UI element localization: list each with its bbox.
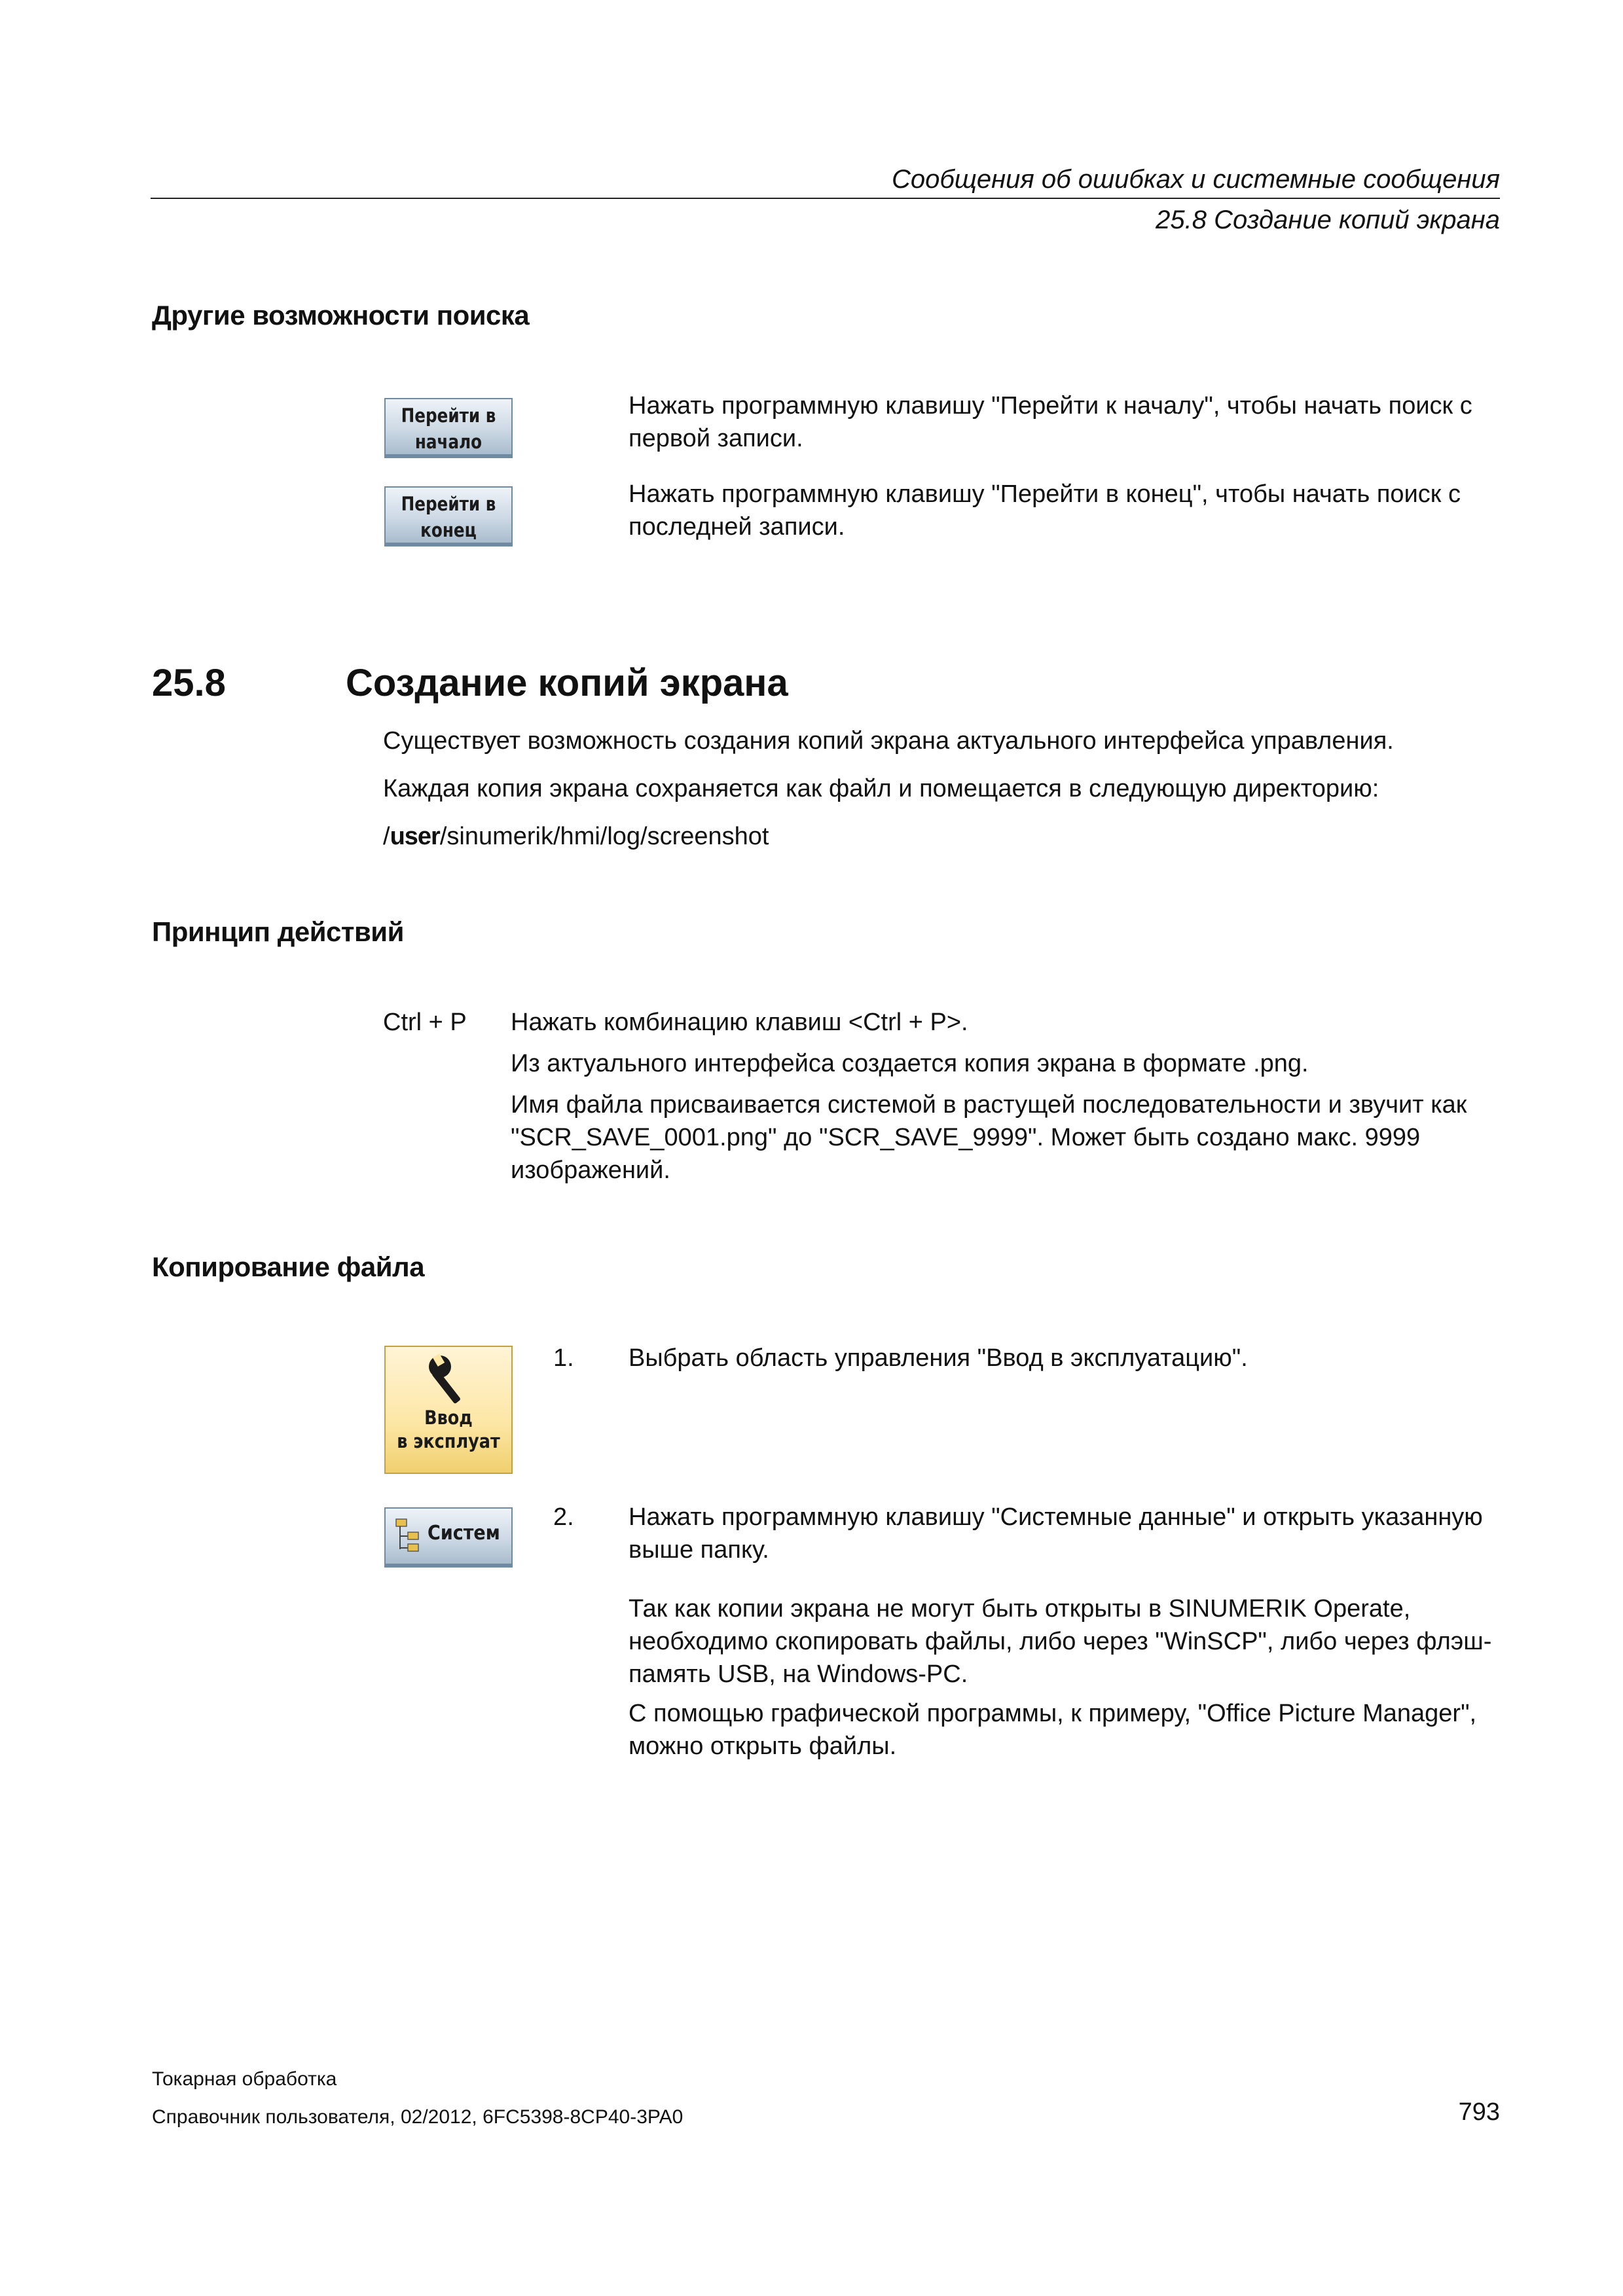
running-header-chapter: Сообщения об ошибках и системные сообщения [891, 165, 1500, 194]
softkey-go-to-start-label-2: начало [414, 431, 483, 453]
softkey-go-to-end[interactable] [384, 486, 513, 547]
folder-tree-icon [395, 1518, 421, 1554]
wrench-icon [426, 1354, 471, 1406]
path-prefix: / [383, 823, 390, 850]
page-number: 793 [1458, 2098, 1500, 2126]
path-user: user [390, 823, 440, 850]
softkey-commissioning-label-2: в эксплуат [397, 1430, 500, 1452]
step-2-text: Нажать программную клавишу "Системные данные" и открыть указанную выше папку. [629, 1503, 1483, 1564]
key-combo-label: Ctrl + P [383, 1009, 467, 1036]
softkey-go-to-start-label-1: Перейти в [401, 404, 496, 427]
softkey-system-data[interactable] [384, 1507, 513, 1568]
running-header-section: 25.8 Создание копий экрана [1156, 206, 1500, 234]
softkey-go-to-end-label-2: конец [420, 519, 477, 541]
section-title: Создание копий экрана [346, 662, 788, 704]
directory-path [383, 820, 769, 853]
footer-manual-info: Справочник пользователя, 02/2012, 6FC5398-8CP40-3PA0 [152, 2106, 684, 2128]
step-2-number: 2. [553, 1503, 574, 1531]
heading-principle: Принцип действий [152, 916, 404, 947]
header-rule [151, 198, 1500, 199]
step-1-text: Выбрать область управления "Ввод в эксплуатацию". [629, 1344, 1248, 1372]
path-rest: /sinumerik/hmi/log/screenshot [439, 823, 769, 850]
heading-search-options: Другие возможности поиска [152, 300, 530, 331]
softkey-go-to-end-label-1: Перейти в [401, 493, 496, 515]
text-go-to-end: Нажать программную клавишу "Перейти в конец", чтобы начать поиск с последней записи. [629, 480, 1461, 541]
step-1-number: 1. [553, 1344, 574, 1372]
footer-product: Токарная обработка [152, 2068, 337, 2090]
principle-line-3: Имя файла присваивается системой в растущей последовательности и звучит как "SCR_SAVE_0001.png" до "SCR_SAVE_9999". Может быть создано макс. 9999 изображений. [511, 1091, 1467, 1184]
softkey-commissioning[interactable] [384, 1346, 513, 1474]
principle-line-1: Нажать комбинацию клавиш <Ctrl + P>. [511, 1009, 968, 1036]
softkey-commissioning-label-1: Ввод [424, 1407, 473, 1429]
softkey-go-to-start[interactable] [384, 398, 513, 458]
section-para-2: Каждая копия экрана сохраняется как файл и помещается в следующую директорию: [383, 775, 1379, 802]
section-para-1: Существует возможность создания копий экрана актуального интерфейса управления. [383, 727, 1394, 755]
principle-line-2: Из актуального интерфейса создается копия экрана в формате .png. [511, 1050, 1309, 1077]
section-number: 25.8 [152, 662, 226, 704]
note-paragraph-1: Так как копии экрана не могут быть открыты в SINUMERIK Operate, необходимо скопировать файлы, либо через "WinSCP", либо через флэш-память USB, на Windows-PC. [629, 1595, 1492, 1688]
heading-copy-file: Копирование файла [152, 1251, 425, 1282]
softkey-system-data-label: Систем [428, 1522, 500, 1545]
note-paragraph-2: С помощью графической программы, к примеру, "Office Picture Manager", можно открыть файлы. [629, 1700, 1477, 1760]
text-go-to-start: Нажать программную клавишу "Перейти к началу", чтобы начать поиск с первой записи. [629, 392, 1472, 452]
